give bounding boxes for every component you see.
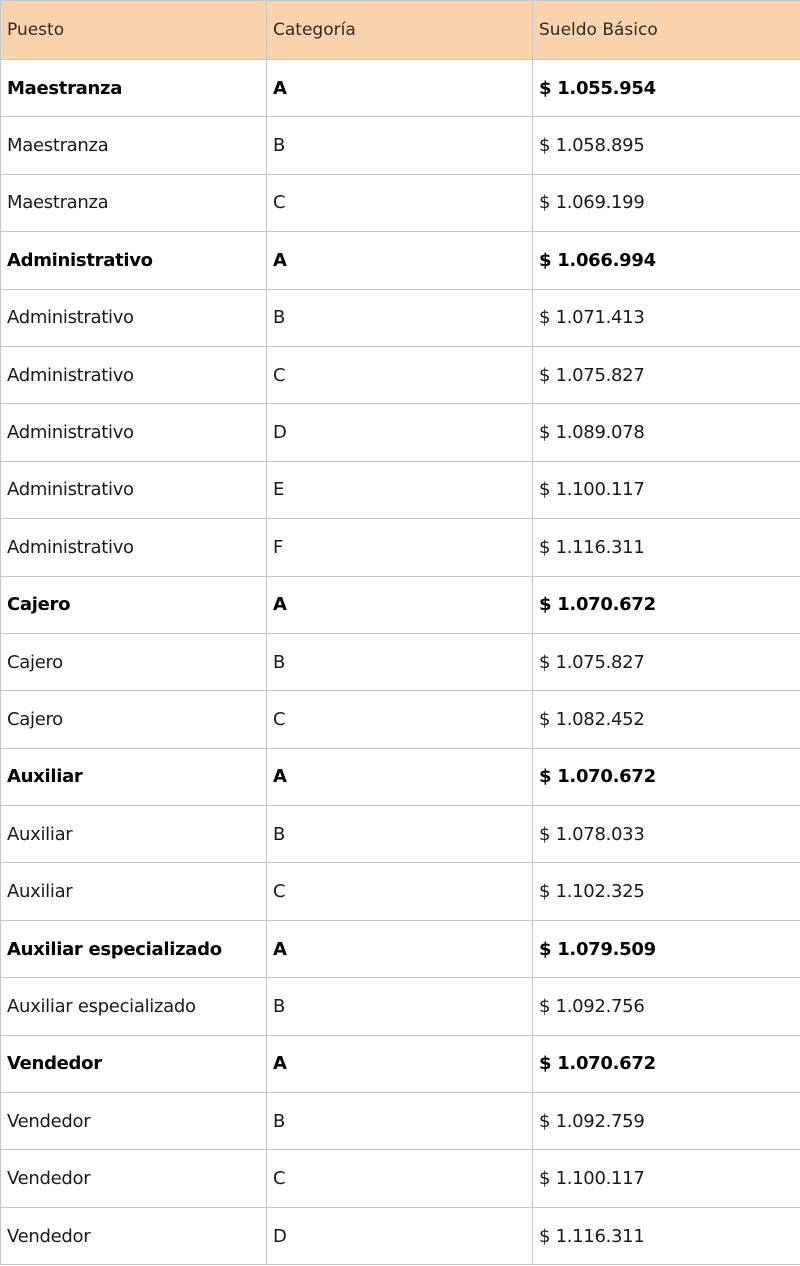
cell-puesto: Vendedor [1,1150,267,1207]
cell-puesto: Vendedor [1,1035,267,1092]
cell-sueldo: $ 1.079.509 [533,920,800,977]
cell-sueldo: $ 1.100.117 [533,461,800,518]
cell-puesto: Vendedor [1,1207,267,1264]
cell-categoria: A [267,232,533,289]
header-puesto: Puesto [1,1,267,60]
cell-categoria: A [267,748,533,805]
cell-categoria: D [267,404,533,461]
cell-puesto: Administrativo [1,232,267,289]
cell-categoria: C [267,691,533,748]
table-row [1,863,800,920]
cell-puesto: Administrativo [1,289,267,346]
cell-categoria: A [267,576,533,633]
header-row [1,1,800,60]
cell-puesto: Cajero [1,633,267,690]
table-row [1,1035,800,1092]
table-header [1,1,800,60]
cell-puesto: Vendedor [1,1093,267,1150]
cell-categoria: B [267,117,533,174]
cell-sueldo: $ 1.066.994 [533,232,800,289]
cell-categoria: A [267,60,533,117]
cell-sueldo: $ 1.100.117 [533,1150,800,1207]
table-row [1,461,800,518]
cell-categoria: B [267,633,533,690]
cell-sueldo: $ 1.075.827 [533,633,800,690]
table-row [1,1150,800,1207]
cell-puesto: Auxiliar [1,806,267,863]
cell-categoria: C [267,863,533,920]
table-row [1,691,800,748]
header-sueldo: Sueldo Básico [533,1,800,60]
table-row [1,1207,800,1264]
cell-sueldo: $ 1.102.325 [533,863,800,920]
cell-puesto: Auxiliar [1,748,267,805]
cell-sueldo: $ 1.089.078 [533,404,800,461]
cell-categoria: B [267,1093,533,1150]
table-body [1,60,800,1265]
cell-sueldo: $ 1.078.033 [533,806,800,863]
cell-puesto: Cajero [1,691,267,748]
cell-sueldo: $ 1.069.199 [533,174,800,231]
cell-sueldo: $ 1.070.672 [533,576,800,633]
header-categoria: Categoría [267,1,533,60]
cell-sueldo: $ 1.070.672 [533,748,800,805]
cell-puesto: Auxiliar [1,863,267,920]
table-row [1,806,800,863]
cell-categoria: F [267,519,533,576]
table-row [1,633,800,690]
cell-puesto: Auxiliar especializado [1,920,267,977]
table-row [1,117,800,174]
cell-puesto: Maestranza [1,174,267,231]
table-row [1,289,800,346]
cell-categoria: A [267,1035,533,1092]
cell-sueldo: $ 1.116.311 [533,1207,800,1264]
cell-puesto: Administrativo [1,519,267,576]
cell-sueldo: $ 1.116.311 [533,519,800,576]
cell-sueldo: $ 1.075.827 [533,346,800,403]
cell-sueldo: $ 1.058.895 [533,117,800,174]
cell-sueldo: $ 1.055.954 [533,60,800,117]
table-row [1,346,800,403]
cell-categoria: E [267,461,533,518]
cell-puesto: Administrativo [1,461,267,518]
cell-sueldo: $ 1.092.759 [533,1093,800,1150]
table-row [1,748,800,805]
table-row [1,1093,800,1150]
table-row [1,519,800,576]
table-row [1,920,800,977]
cell-categoria: A [267,920,533,977]
cell-puesto: Administrativo [1,346,267,403]
cell-sueldo: $ 1.070.672 [533,1035,800,1092]
cell-categoria: B [267,289,533,346]
cell-sueldo: $ 1.071.413 [533,289,800,346]
cell-sueldo: $ 1.082.452 [533,691,800,748]
cell-categoria: B [267,806,533,863]
table-row [1,576,800,633]
cell-puesto: Maestranza [1,117,267,174]
cell-puesto: Maestranza [1,60,267,117]
cell-categoria: C [267,346,533,403]
cell-categoria: D [267,1207,533,1264]
cell-sueldo: $ 1.092.756 [533,978,800,1035]
cell-puesto: Cajero [1,576,267,633]
cell-categoria: B [267,978,533,1035]
table-row [1,978,800,1035]
table-row [1,174,800,231]
table-row [1,404,800,461]
table-row [1,60,800,117]
cell-puesto: Administrativo [1,404,267,461]
cell-categoria: C [267,1150,533,1207]
cell-categoria: C [267,174,533,231]
table-row [1,232,800,289]
cell-puesto: Auxiliar especializado [1,978,267,1035]
